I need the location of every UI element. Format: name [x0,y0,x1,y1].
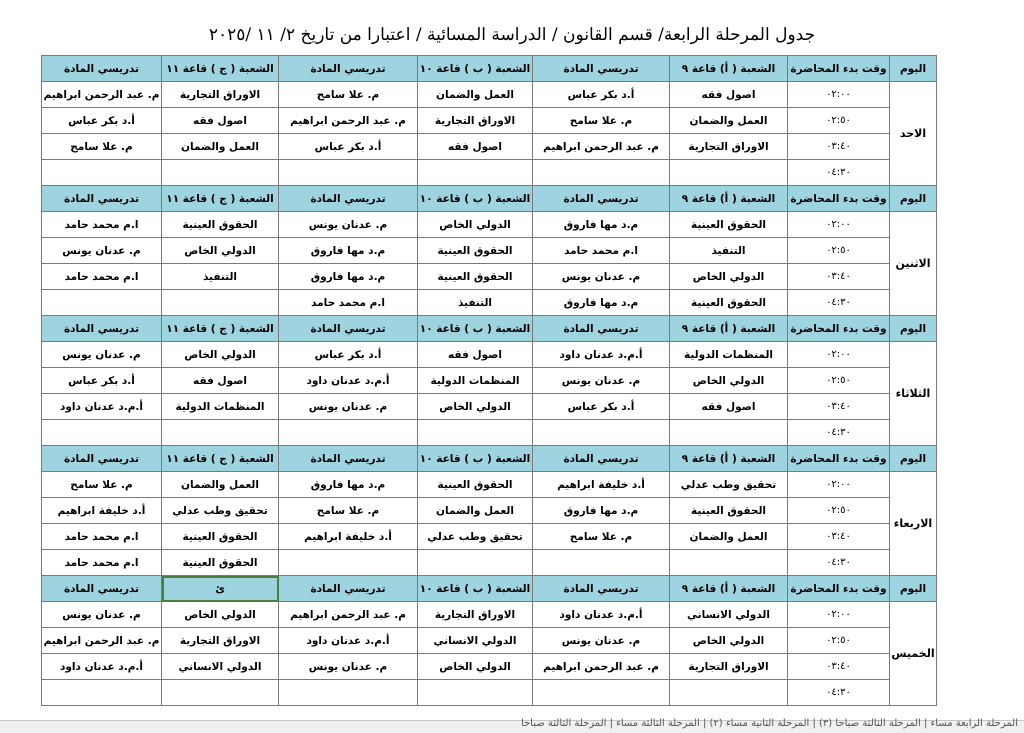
teacher-cell[interactable] [42,420,162,446]
table-row [42,108,937,134]
teacher-cell[interactable]: أ.م.د عدنان داود [533,602,670,628]
subject-cell[interactable]: الحقوق العينية [670,498,788,524]
teacher-cell[interactable]: أ.م.د عدنان داود [279,628,418,654]
subject-cell[interactable]: تحقيق وطب عدلي [670,472,788,498]
time-cell[interactable]: ٠٤:٣٠ [788,680,890,706]
header-cell[interactable]: الشعبة ( ج ) قاعة ١١ [162,186,279,212]
teacher-cell[interactable]: أ.د بكر عباس [533,82,670,108]
teacher-cell[interactable]: م. عبد الرحمن ابراهيم [42,628,162,654]
subject-cell[interactable] [162,680,279,706]
time-cell[interactable]: ٠٣:٤٠ [788,134,890,160]
time-cell[interactable]: ٠٣:٤٠ [788,394,890,420]
time-cell[interactable]: ٠٢:٠٠ [788,602,890,628]
subject-cell[interactable]: الاوراق التجارية [670,654,788,680]
subject-cell[interactable]: الدولي الخاص [162,602,279,628]
header-cell[interactable]: ئ [162,576,279,602]
subject-cell[interactable]: الاوراق التجارية [670,134,788,160]
table-row [42,290,937,316]
day-cell[interactable]: الاحد [890,82,937,186]
subject-cell[interactable] [670,680,788,706]
header-cell[interactable]: الشعبة ( ب ) قاعة ١٠ [418,576,533,602]
teacher-cell[interactable]: م. علا سامح [533,108,670,134]
teacher-cell[interactable]: ا.م محمد حامد [533,238,670,264]
header-cell[interactable]: تدريسي المادة [279,186,418,212]
subject-cell[interactable]: العمل والضمان [670,108,788,134]
subject-cell[interactable]: اصول فقه [670,82,788,108]
time-cell[interactable]: ٠٣:٤٠ [788,524,890,550]
teacher-cell[interactable] [533,160,670,186]
header-cell[interactable]: تدريسي المادة [42,316,162,342]
teacher-cell[interactable]: أ.م.د عدنان داود [42,394,162,420]
subject-cell[interactable] [162,160,279,186]
subject-cell[interactable]: العمل والضمان [670,524,788,550]
subject-cell[interactable]: الاوراق التجارية [162,628,279,654]
teacher-cell[interactable]: ا.م محمد حامد [42,524,162,550]
teacher-cell[interactable]: م.د مها فاروق [533,212,670,238]
teacher-cell[interactable] [533,420,670,446]
header-cell[interactable]: الشعبة ( ب ) قاعة ١٠ [418,186,533,212]
subject-cell[interactable]: الدولي الخاص [670,628,788,654]
table-row [42,680,937,706]
teacher-cell[interactable]: م.د مها فاروق [533,498,670,524]
schedule-table [41,55,937,706]
header-cell[interactable]: الشعبة ( ج ) قاعة ١١ [162,316,279,342]
day-cell[interactable]: الاثنين [890,212,937,316]
table-row [42,82,937,108]
subject-cell[interactable]: اصول فقه [162,108,279,134]
teacher-cell[interactable]: م. علا سامح [533,524,670,550]
teacher-cell[interactable]: أ.د خليفة ابراهيم [533,472,670,498]
teacher-cell[interactable]: م. عدنان يونس [279,212,418,238]
teacher-cell[interactable]: أ.م.د عدنان داود [279,368,418,394]
time-cell[interactable]: ٠٢:٠٠ [788,82,890,108]
teacher-cell[interactable]: ا.م محمد حامد [42,212,162,238]
subject-cell[interactable]: الدولي الخاص [162,238,279,264]
teacher-cell[interactable]: أ.م.د عدنان داود [42,654,162,680]
subject-cell[interactable] [162,420,279,446]
header-cell[interactable]: الشعبة ( أ) قاعة ٩ [670,316,788,342]
teacher-cell[interactable]: م.د مها فاروق [279,472,418,498]
table-row [42,394,937,420]
teacher-cell[interactable]: م. عبد الرحمن ابراهيم [279,602,418,628]
teacher-cell[interactable]: م. عبد الرحمن ابراهيم [533,654,670,680]
header-cell[interactable]: الشعبة ( ج ) قاعة ١١ [162,56,279,82]
header-cell[interactable]: تدريسي المادة [279,56,418,82]
table-row [42,550,937,576]
subject-cell[interactable]: التنفيذ [418,290,533,316]
subject-cell[interactable]: العمل والضمان [162,472,279,498]
header-cell[interactable]: تدريسي المادة [533,576,670,602]
subject-cell[interactable]: الاوراق التجارية [418,108,533,134]
teacher-cell[interactable]: أ.د بكر عباس [533,394,670,420]
teacher-cell[interactable]: ا.م محمد حامد [279,290,418,316]
subject-cell[interactable]: التنفيذ [162,264,279,290]
teacher-cell[interactable]: أ.د خليفة ابراهيم [279,524,418,550]
subject-cell[interactable]: تحقيق وطب عدلي [162,498,279,524]
teacher-cell[interactable]: أ.د بكر عباس [279,134,418,160]
subject-cell[interactable]: المنظمات الدولية [670,342,788,368]
subject-cell[interactable]: الحقوق العينية [162,212,279,238]
teacher-cell[interactable]: م. عبد الرحمن ابراهيم [279,108,418,134]
subject-cell[interactable]: الحقوق العينية [162,524,279,550]
header-cell[interactable]: تدريسي المادة [42,446,162,472]
teacher-cell[interactable]: م. عدنان يونس [42,238,162,264]
subject-cell[interactable]: الحقوق العينية [670,290,788,316]
table-row [42,342,937,368]
table-row [42,368,937,394]
subject-cell[interactable]: الاوراق التجارية [418,602,533,628]
table-row [42,420,937,446]
header-cell[interactable]: وقت بدء المحاضرة [788,316,890,342]
time-cell[interactable]: ٠٢:٠٠ [788,472,890,498]
table-row [42,472,937,498]
subject-cell[interactable] [670,420,788,446]
subject-cell[interactable]: الحقوق العينية [670,212,788,238]
teacher-cell[interactable] [42,160,162,186]
subject-cell[interactable]: الدولي الخاص [418,394,533,420]
subject-cell[interactable]: الدولي الخاص [670,264,788,290]
day-cell[interactable]: الثلاثاء [890,342,937,446]
time-cell[interactable]: ٠٣:٤٠ [788,264,890,290]
time-cell[interactable]: ٠٢:٥٠ [788,238,890,264]
header-row [42,186,937,212]
teacher-cell[interactable]: م. عدنان يونس [533,264,670,290]
header-row [42,446,937,472]
table-row [42,602,937,628]
table-row [42,498,937,524]
teacher-cell[interactable]: م. علا سامح [279,498,418,524]
teacher-cell[interactable]: م. عدنان يونس [42,342,162,368]
subject-cell[interactable]: اصول فقه [670,394,788,420]
subject-cell[interactable]: اصول فقه [418,342,533,368]
header-cell[interactable]: الشعبة ( ب ) قاعة ١٠ [418,56,533,82]
subject-cell[interactable] [670,160,788,186]
subject-cell[interactable]: تحقيق وطب عدلي [418,524,533,550]
header-cell[interactable]: تدريسي المادة [42,576,162,602]
header-cell[interactable]: اليوم [890,576,937,602]
header-cell[interactable]: الشعبة ( أ) قاعة ٩ [670,576,788,602]
sheet-tabs-bar[interactable] [0,720,1024,733]
subject-cell[interactable]: العمل والضمان [418,82,533,108]
subject-cell[interactable]: المنظمات الدولية [418,368,533,394]
table-row [42,524,937,550]
header-cell[interactable]: تدريسي المادة [279,316,418,342]
teacher-cell[interactable]: أ.د بكر عباس [279,342,418,368]
time-cell[interactable]: ٠٤:٣٠ [788,290,890,316]
teacher-cell[interactable]: م. عبد الرحمن ابراهيم [533,134,670,160]
header-cell[interactable]: تدريسي المادة [533,446,670,472]
subject-cell[interactable]: الحقوق العينية [418,472,533,498]
teacher-cell[interactable]: م. عدنان يونس [533,368,670,394]
header-cell[interactable]: الشعبة ( ب ) قاعة ١٠ [418,316,533,342]
day-cell[interactable]: الاربعاء [890,472,937,576]
subject-cell[interactable]: العمل والضمان [418,498,533,524]
subject-cell[interactable]: الدولي الخاص [670,368,788,394]
header-cell[interactable]: الشعبة ( أ) قاعة ٩ [670,56,788,82]
table-row [42,212,937,238]
teacher-cell[interactable]: أ.د بكر عباس [42,108,162,134]
table-row [42,134,937,160]
subject-cell[interactable]: الدولي الانساني [162,654,279,680]
time-cell[interactable]: ٠٢:٥٠ [788,498,890,524]
teacher-cell[interactable]: م. علا سامح [42,134,162,160]
teacher-cell[interactable] [279,160,418,186]
subject-cell[interactable]: الدولي الانساني [670,602,788,628]
time-cell[interactable]: ٠٢:٥٠ [788,628,890,654]
header-cell[interactable]: الشعبة ( ج ) قاعة ١١ [162,446,279,472]
teacher-cell[interactable] [533,680,670,706]
header-cell[interactable]: تدريسي المادة [42,56,162,82]
header-cell[interactable]: اليوم [890,316,937,342]
header-cell[interactable]: تدريسي المادة [279,446,418,472]
header-row [42,316,937,342]
teacher-cell[interactable]: أ.د خليفة ابراهيم [42,498,162,524]
teacher-cell[interactable] [279,420,418,446]
day-cell[interactable]: الخميس [890,602,937,706]
teacher-cell[interactable]: م. عدنان يونس [42,602,162,628]
subject-cell[interactable]: الدولي الخاص [418,212,533,238]
header-cell[interactable]: وقت بدء المحاضرة [788,446,890,472]
header-row [42,56,937,82]
subject-cell[interactable]: التنفيذ [670,238,788,264]
subject-cell[interactable]: الاوراق التجارية [162,82,279,108]
subject-cell[interactable]: الحقوق العينية [418,238,533,264]
header-cell[interactable]: تدريسي المادة [533,186,670,212]
subject-cell[interactable]: الحقوق العينية [418,264,533,290]
subject-cell[interactable]: اصول فقه [162,368,279,394]
subject-cell[interactable]: المنظمات الدولية [162,394,279,420]
table-row [42,238,937,264]
subject-cell[interactable]: الدولي الخاص [162,342,279,368]
time-cell[interactable]: ٠٤:٣٠ [788,420,890,446]
time-cell[interactable]: ٠٣:٤٠ [788,654,890,680]
subject-cell[interactable] [418,420,533,446]
teacher-cell[interactable]: م. عبد الرحمن ابراهيم [42,82,162,108]
teacher-cell[interactable] [279,680,418,706]
subject-cell[interactable] [418,550,533,576]
table-row [42,628,937,654]
time-cell[interactable]: ٠٢:٠٠ [788,342,890,368]
teacher-cell[interactable]: ا.م محمد حامد [42,550,162,576]
teacher-cell[interactable]: م.د مها فاروق [279,264,418,290]
subject-cell[interactable] [162,290,279,316]
teacher-cell[interactable]: م.د مها فاروق [533,290,670,316]
subject-cell[interactable]: الدولي الانساني [418,628,533,654]
header-row [42,576,937,602]
header-cell[interactable]: الشعبة ( أ) قاعة ٩ [670,446,788,472]
teacher-cell[interactable]: م. علا سامح [42,472,162,498]
subject-cell[interactable]: الدولي الخاص [418,654,533,680]
subject-cell[interactable] [418,160,533,186]
header-cell[interactable]: وقت بدء المحاضرة [788,576,890,602]
teacher-cell[interactable]: م. عدنان يونس [279,394,418,420]
teacher-cell[interactable] [42,290,162,316]
subject-cell[interactable]: اصول فقه [418,134,533,160]
header-cell[interactable]: تدريسي المادة [42,186,162,212]
header-cell[interactable]: اليوم [890,56,937,82]
header-cell[interactable]: الشعبة ( ب ) قاعة ١٠ [418,446,533,472]
header-cell[interactable]: تدريسي المادة [279,576,418,602]
subject-cell[interactable]: الحقوق العينية [162,550,279,576]
teacher-cell[interactable]: م. عدنان يونس [533,628,670,654]
teacher-cell[interactable]: ا.م محمد حامد [42,264,162,290]
teacher-cell[interactable]: أ.م.د عدنان داود [533,342,670,368]
teacher-cell[interactable] [279,550,418,576]
subject-cell[interactable]: العمل والضمان [162,134,279,160]
header-cell[interactable]: تدريسي المادة [533,56,670,82]
teacher-cell[interactable]: م.د مها فاروق [279,238,418,264]
table-row [42,264,937,290]
teacher-cell[interactable]: أ.د بكر عباس [42,368,162,394]
header-cell[interactable]: اليوم [890,446,937,472]
header-cell[interactable]: وقت بدء المحاضرة [788,56,890,82]
header-cell[interactable]: اليوم [890,186,937,212]
time-cell[interactable]: ٠٢:٥٠ [788,368,890,394]
time-cell[interactable]: ٠٢:٥٠ [788,108,890,134]
subject-cell[interactable] [418,680,533,706]
subject-cell[interactable] [670,550,788,576]
sheet-tabs[interactable]: المرحلة الرابعة مساء | المرحلة الثالثة صباحا (٣) | المرحلة الثانية مساء (٢) | المرحلة الثالثة مساء | المرحلة الثالثة صباحا [520,718,1018,729]
time-cell[interactable]: ٠٤:٣٠ [788,160,890,186]
page-title: جدول المرحلة الرابعة/ قسم القانون / الدراسة المسائية / اعتبارا من تاريخ ٢/ ١١ /٢٠٢٥ [208,25,816,45]
table-row [42,654,937,680]
teacher-cell[interactable] [533,550,670,576]
header-cell[interactable]: الشعبة ( أ) قاعة ٩ [670,186,788,212]
time-cell[interactable]: ٠٢:٠٠ [788,212,890,238]
header-cell[interactable]: تدريسي المادة [533,316,670,342]
header-cell[interactable]: وقت بدء المحاضرة [788,186,890,212]
table-row [42,160,937,186]
teacher-cell[interactable] [42,680,162,706]
teacher-cell[interactable]: م. علا سامح [279,82,418,108]
time-cell[interactable]: ٠٤:٣٠ [788,550,890,576]
teacher-cell[interactable]: م. عدنان يونس [279,654,418,680]
